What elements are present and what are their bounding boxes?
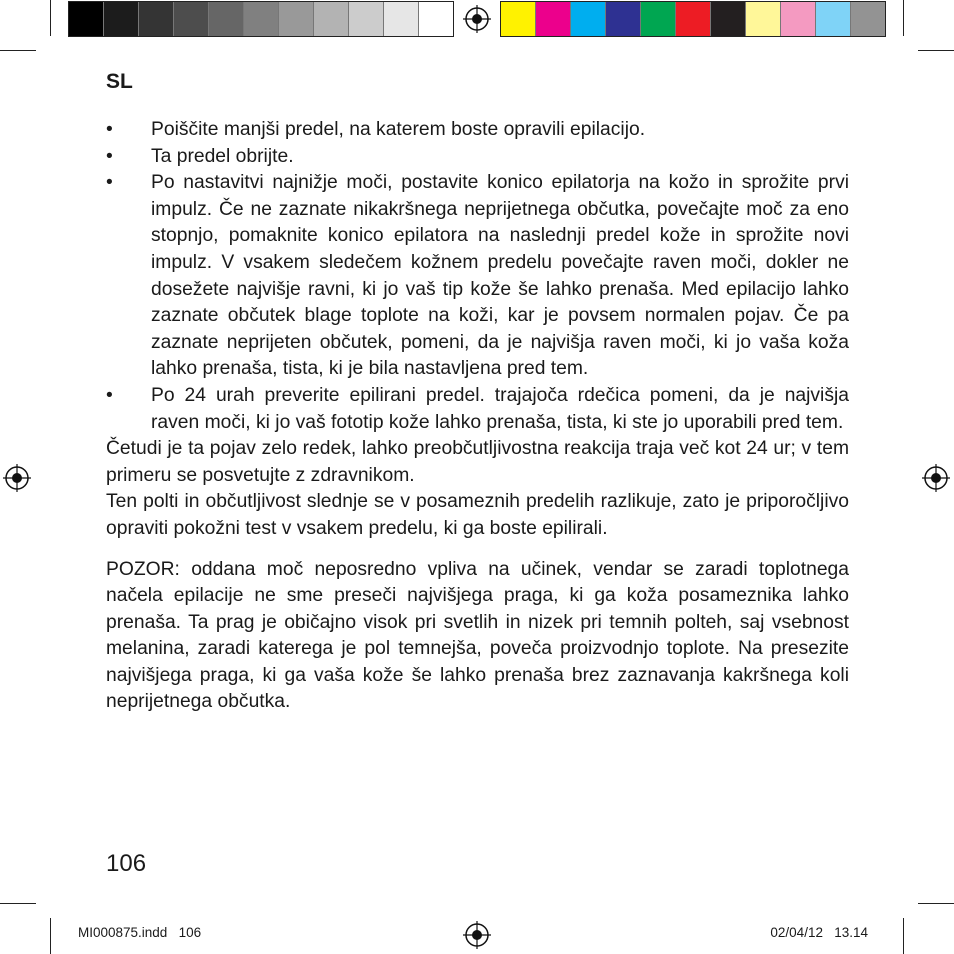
color-swatch [69, 2, 104, 36]
crop-mark-bottom-left-vertical [50, 918, 51, 954]
color-swatch [314, 2, 349, 36]
crop-mark-bottom-right-vertical [903, 918, 904, 954]
color-swatch [571, 2, 606, 36]
color-swatch [384, 2, 419, 36]
instruction-list [106, 117, 849, 436]
color-swatch [104, 2, 139, 36]
registration-mark-icon [463, 5, 491, 33]
registration-mark-icon [922, 464, 950, 492]
crop-mark-top-right-horizontal [918, 50, 954, 51]
list-item-text: Po 24 urah preverite epilirani predel. trajajoča rdečica pomeni, da je najvišja raven moči, ki jo vaš fototip kože lahko prenaša, tista, ki ste jo uporabili pred tem. [151, 384, 849, 433]
color-swatch [781, 2, 816, 36]
color-swatch [244, 2, 279, 36]
instructions-body [106, 117, 849, 716]
slug-filename: MI000875.indd 106 [78, 925, 202, 940]
process-color-bar [500, 1, 886, 37]
bullet-icon: • [106, 172, 113, 194]
list-item-text: Ta predel obrijte. [151, 145, 294, 167]
color-swatch [501, 2, 536, 36]
crop-mark-top-left-horizontal [0, 50, 36, 51]
color-swatch [139, 2, 174, 36]
body-paragraph: Ten polti in občutljivost slednje se v posameznih predelih razlikuje, zato je priporočljivo opraviti pokožni test v vsakem predelu, ki ga boste epilirali. [106, 491, 849, 539]
bullet-icon: • [106, 119, 113, 140]
crop-mark-bottom-right-horizontal [918, 903, 954, 904]
page-number: 106 [106, 850, 147, 877]
body-paragraph: Četudi je ta pojav zelo redek, lahko preobčutljivostna reakcija traja več kot 24 ur; v tem primeru se posvetujte z zdravnikom. [106, 438, 849, 486]
bullet-icon: • [106, 384, 113, 406]
crop-mark-top-right-vertical [903, 0, 904, 36]
color-swatch [419, 2, 453, 36]
list-item-text: Poiščite manjši predel, na katerem boste opravili epilacijo. [151, 119, 646, 140]
bullet-icon: • [106, 145, 113, 167]
registration-mark-icon [463, 921, 491, 949]
color-swatch [676, 2, 711, 36]
color-swatch [851, 2, 885, 36]
crop-mark-top-left-vertical [50, 0, 51, 36]
list-item [106, 144, 849, 171]
list-item-text: Po nastavitvi najnižje moči, postavite konico epilatorja na kožo in sprožite prvi impulz. Če ne zaznate nikakršnega neprijetnega občutka, povečajte moč za eno stopnjo, pomaknite konico epilatora na naslednji predel kože in sprožite novi impulz. V vsakem sledečem kožnem predelu povečajte raven moči, dokler ne dosežete najvišje ravni, ki jo vaš tip kože še lahko prenaša. Med epilacijo lahko zaznate občutek blage toplote na koži, kar je povsem normalen pojav. Če pa zaznate neprijeten občutek, pomeni, da je najvišja raven moči, ki jo vaša koža lahko prenaša, tista, ki je bila nastavljena pred tem. [151, 172, 849, 380]
color-swatch [816, 2, 851, 36]
color-swatch [279, 2, 314, 36]
color-swatch [536, 2, 571, 36]
registration-mark-icon [3, 464, 31, 492]
color-swatch [606, 2, 641, 36]
color-swatch [641, 2, 676, 36]
color-swatch [209, 2, 244, 36]
color-swatch [746, 2, 781, 36]
color-swatch [174, 2, 209, 36]
slug-datetime: 02/04/12 13.14 [770, 925, 868, 940]
grayscale-color-bar [68, 1, 454, 37]
list-item [106, 383, 849, 436]
color-swatch [711, 2, 746, 36]
color-swatch [349, 2, 384, 36]
language-heading: SL [106, 70, 133, 93]
crop-mark-bottom-left-horizontal [0, 903, 36, 904]
list-item [106, 117, 849, 144]
warning-paragraph: POZOR: oddana moč neposredno vpliva na učinek, vendar se zaradi toplotnega načela epilacije ne sme preseči najvišjega praga, ki ga koža posameznika lahko prenaša. Ta prag je običajno visok pri svetlih in nizek pri temnih polteh, saj vsebnost melanina, zaradi katerega je pol temnejša, poveča proizvodnjo toplote. Na presezite najvišjega praga, ki ga vaša kože še lahko prenaša brez zaznavanja kakršnega koli neprijetnega občutka. [106, 558, 849, 713]
list-item [106, 170, 849, 383]
